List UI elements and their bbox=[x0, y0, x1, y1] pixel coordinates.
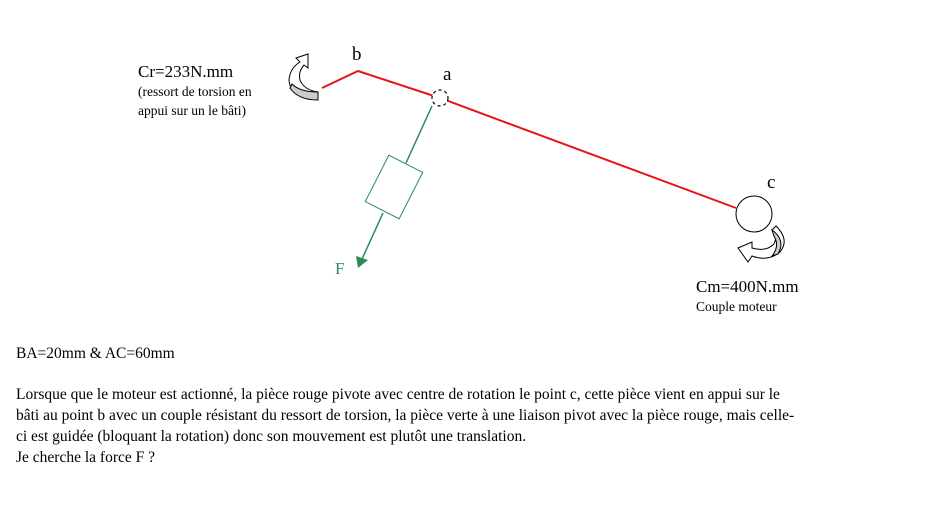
pivot-a bbox=[432, 90, 448, 106]
green-guide-block bbox=[365, 155, 422, 219]
green-rod-bottom bbox=[362, 213, 383, 259]
cm-desc: Couple moteur bbox=[696, 299, 777, 314]
cm-value: Cm=400N.mm bbox=[696, 277, 799, 296]
label-c: c bbox=[767, 172, 776, 193]
paragraph-line: Je cherche la force F ? bbox=[16, 449, 155, 466]
label-b: b bbox=[352, 44, 362, 65]
pivot-c bbox=[736, 196, 772, 232]
cr-desc-1: (ressort de torsion en bbox=[138, 84, 252, 99]
curved-arrow-cm-icon bbox=[738, 226, 784, 262]
paragraph-line: Lorsque que le moteur est actionné, la pièce rouge pivote avec centre de rotation le point c, cette pièce vient en appui sur le bbox=[16, 386, 780, 403]
label-a: a bbox=[443, 64, 452, 85]
problem-paragraph bbox=[16, 384, 926, 468]
dimensions-text: BA=20mm & AC=60mm bbox=[16, 345, 175, 362]
cr-desc-2: appui sur un le bâti) bbox=[138, 103, 246, 118]
label-F: F bbox=[335, 259, 345, 278]
cr-value: Cr=233N.mm bbox=[138, 62, 234, 81]
curved-arrow-cr-icon bbox=[289, 54, 318, 100]
paragraph-line: ci est guidée (bloquant la rotation) donc son mouvement est plutôt une translation. bbox=[16, 428, 527, 445]
paragraph-line: bâti au point b avec un couple résistant du ressort de torsion, la pièce verte à une liaison pivot avec la pièce rouge, mais celle- bbox=[16, 407, 795, 424]
green-rod-top bbox=[406, 106, 432, 163]
